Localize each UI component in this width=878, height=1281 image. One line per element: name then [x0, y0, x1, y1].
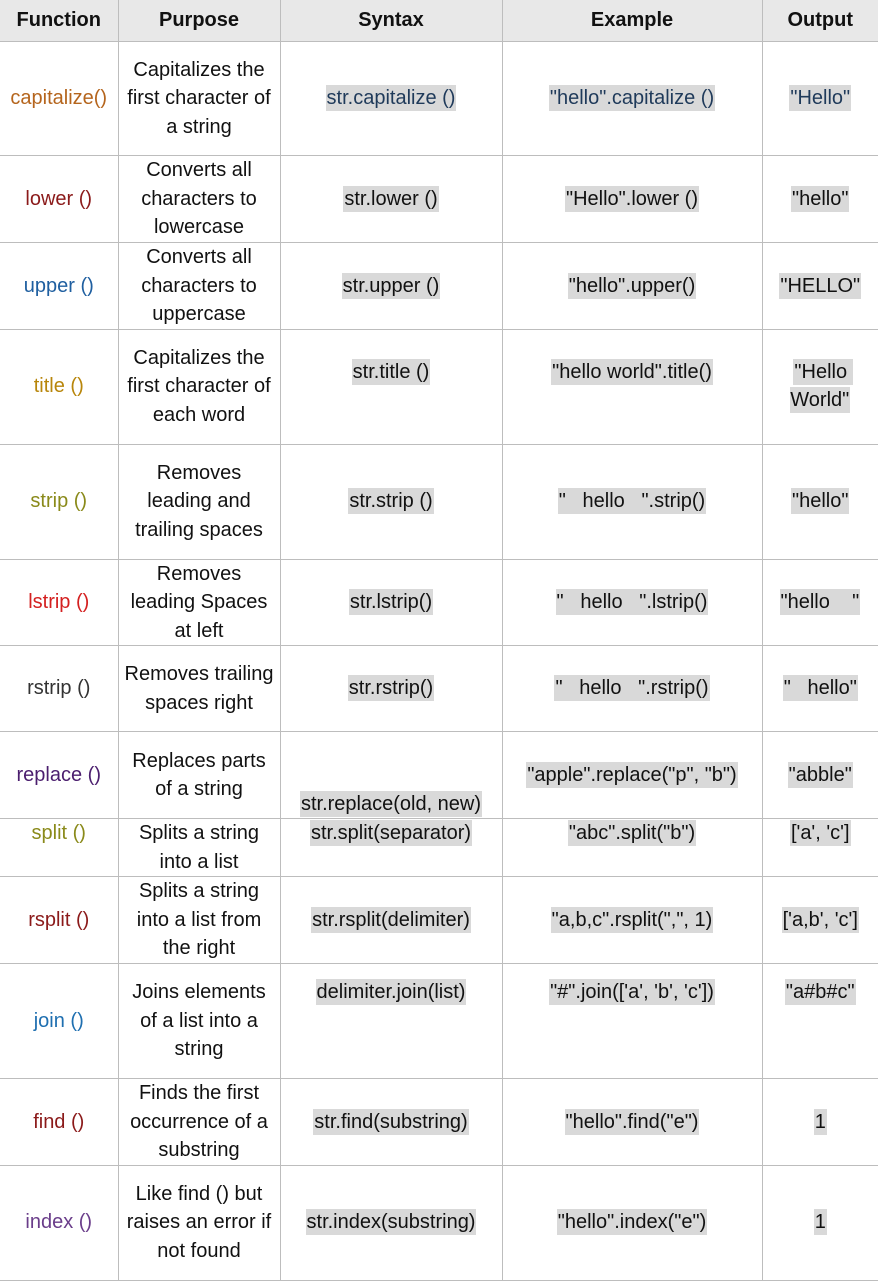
example-cell: [502, 819, 762, 877]
purpose-cell: Joins elements of a list into a string: [118, 964, 280, 1079]
function-name: index (): [25, 1211, 93, 1234]
example-cell: [502, 156, 762, 243]
purpose-cell: Converts all characters to uppercase: [118, 243, 280, 330]
example-code: "hello".index("e"): [557, 1211, 707, 1234]
function-name: lstrip (): [28, 591, 90, 613]
output-cell: [762, 559, 878, 646]
example-cell: [502, 1079, 762, 1166]
purpose-cell: Splits a string into a list from the right: [118, 877, 280, 964]
output-value: "hello": [792, 490, 849, 513]
header-function: Function: [0, 0, 118, 42]
table-row: [0, 42, 878, 156]
purpose-cell: Finds the first occurrence of a substring: [118, 1079, 280, 1166]
output-value: "HELLO": [780, 274, 861, 297]
output-value: "hello": [792, 187, 849, 210]
table-row: [0, 1079, 878, 1166]
table-row: [0, 1165, 878, 1280]
example-cell: [502, 1165, 762, 1280]
example-cell: [502, 732, 762, 819]
output-cell: [762, 444, 878, 559]
example-cell: [502, 42, 762, 156]
syntax-code: str.lstrip(): [349, 591, 433, 613]
output-cell: [762, 877, 878, 964]
function-cell: [0, 329, 118, 444]
purpose-cell: Replaces parts of a string: [118, 732, 280, 819]
output-cell: [762, 1079, 878, 1166]
example-code: "abc".split("b"): [568, 822, 696, 844]
syntax-code: str.upper (): [342, 274, 440, 297]
function-name: lower (): [25, 187, 93, 210]
example-code: "#".join(['a', 'b', 'c']): [550, 981, 714, 1003]
function-cell: [0, 1165, 118, 1280]
output-value: 1: [814, 1211, 826, 1234]
syntax-cell: [280, 732, 502, 819]
syntax-cell: [280, 877, 502, 964]
output-value: "abble": [788, 763, 852, 786]
example-cell: [502, 444, 762, 559]
output-cell: [762, 329, 878, 444]
output-cell: [762, 819, 878, 877]
function-cell: [0, 156, 118, 243]
syntax-code: str.rstrip(): [348, 677, 434, 700]
table-row: [0, 444, 878, 559]
table-row: [0, 819, 878, 877]
function-name: find (): [33, 1110, 85, 1133]
example-code: " hello ".lstrip(): [556, 591, 708, 613]
example-code: "hello world".title(): [552, 360, 712, 383]
function-cell: [0, 559, 118, 646]
output-cell: [762, 646, 878, 732]
syntax-cell: [280, 156, 502, 243]
syntax-code: str.capitalize (): [326, 87, 456, 110]
function-name: rstrip (): [27, 677, 91, 700]
function-cell: [0, 646, 118, 732]
example-code: "Hello".lower (): [565, 187, 698, 210]
syntax-cell: [280, 646, 502, 732]
table-row: [0, 156, 878, 243]
function-cell: [0, 243, 118, 330]
function-name: split (): [31, 822, 86, 844]
syntax-code: str.title (): [352, 360, 430, 383]
syntax-code: str.rsplit(delimiter): [312, 908, 470, 931]
output-value: "Hello World": [790, 360, 853, 411]
function-cell: [0, 444, 118, 559]
output-value: ['a,b', 'c']: [782, 908, 858, 931]
syntax-code: str.replace(old, new): [300, 792, 482, 815]
syntax-cell: [280, 964, 502, 1079]
header-row: [0, 0, 878, 42]
example-cell: [502, 646, 762, 732]
table-row: [0, 329, 878, 444]
example-cell: [502, 329, 762, 444]
syntax-code: str.lower (): [344, 187, 438, 210]
example-cell: [502, 877, 762, 964]
table-row: [0, 964, 878, 1079]
function-name: upper (): [23, 274, 94, 297]
output-cell: [762, 243, 878, 330]
output-cell: [762, 1165, 878, 1280]
syntax-cell: [280, 243, 502, 330]
output-value: "Hello": [790, 87, 851, 110]
function-name: strip (): [30, 490, 88, 513]
example-code: "apple".replace("p", "b"): [527, 763, 737, 786]
example-code: "a,b,c".rsplit(",", 1): [551, 908, 713, 931]
function-cell: [0, 1079, 118, 1166]
function-name: capitalize(): [10, 87, 108, 110]
example-code: "hello".capitalize (): [549, 87, 715, 110]
syntax-code: delimiter.join(list): [316, 981, 466, 1003]
function-name: join (): [33, 1009, 84, 1032]
table-row: [0, 646, 878, 732]
syntax-cell: [280, 1079, 502, 1166]
table-row: [0, 243, 878, 330]
syntax-cell: [280, 329, 502, 444]
function-name: replace (): [16, 763, 101, 786]
function-cell: [0, 42, 118, 156]
purpose-cell: Converts all characters to lowercase: [118, 156, 280, 243]
purpose-cell: Removes leading and trailing spaces: [118, 444, 280, 559]
header-purpose: Purpose: [118, 0, 280, 42]
output-cell: [762, 42, 878, 156]
function-cell: [0, 964, 118, 1079]
output-value: ['a', 'c']: [790, 822, 850, 844]
function-cell: [0, 877, 118, 964]
output-value: 1: [814, 1110, 826, 1133]
syntax-code: str.index(substring): [306, 1211, 476, 1234]
table-row: [0, 877, 878, 964]
output-cell: [762, 732, 878, 819]
syntax-cell: [280, 559, 502, 646]
syntax-cell: [280, 1165, 502, 1280]
table-row: [0, 732, 878, 819]
purpose-cell: Like find () but raises an error if not found: [118, 1165, 280, 1280]
example-cell: [502, 243, 762, 330]
example-code: " hello ".strip(): [558, 490, 706, 513]
syntax-code: str.find(substring): [314, 1110, 468, 1133]
syntax-cell: [280, 444, 502, 559]
function-name: rsplit (): [28, 908, 90, 931]
example-cell: [502, 559, 762, 646]
function-cell: [0, 819, 118, 877]
purpose-cell: Capitalizes the first character of each word: [118, 329, 280, 444]
function-cell: [0, 732, 118, 819]
example-cell: [502, 964, 762, 1079]
example-code: "hello".find("e"): [565, 1110, 699, 1133]
example-code: "hello".upper(): [568, 274, 696, 297]
output-cell: [762, 964, 878, 1079]
output-value: "a#b#c": [785, 981, 855, 1003]
syntax-code: str.strip (): [349, 490, 433, 513]
syntax-cell: [280, 42, 502, 156]
output-cell: [762, 156, 878, 243]
syntax-cell: [280, 819, 502, 877]
example-code: " hello ".rstrip(): [555, 677, 709, 700]
function-name: title (): [33, 375, 84, 398]
header-example: Example: [502, 0, 762, 42]
output-value: "hello ": [780, 591, 860, 613]
purpose-cell: Removes leading Spaces at left: [118, 559, 280, 646]
header-output: Output: [762, 0, 878, 42]
output-value: " hello": [783, 677, 857, 700]
syntax-code: str.split(separator): [310, 822, 472, 844]
purpose-cell: Removes trailing spaces right: [118, 646, 280, 732]
purpose-cell: Capitalizes the first character of a string: [118, 42, 280, 156]
header-syntax: Syntax: [280, 0, 502, 42]
table-row: [0, 559, 878, 646]
purpose-cell: Splits a string into a list: [118, 819, 280, 877]
